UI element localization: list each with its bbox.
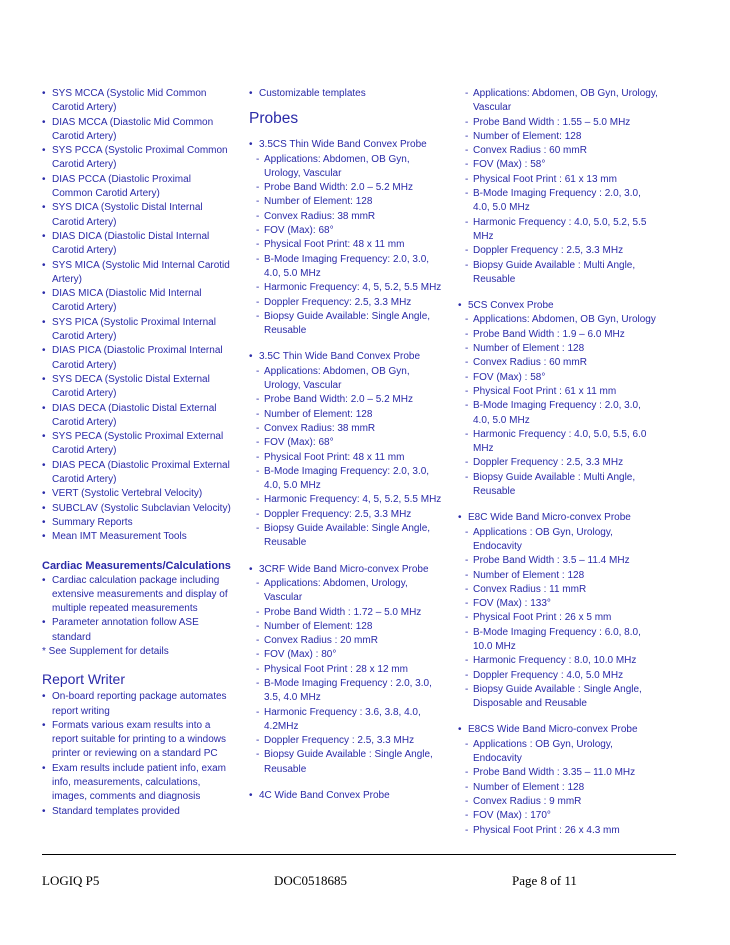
- probe-spec: - Applications: Abdomen, OB Gyn, Urology, Vascular: [458, 87, 658, 116]
- probe-name: • 3CRF Wide Band Micro-convex Probe: [249, 563, 444, 577]
- probe-spec: - Applications : OB Gyn, Urology, Endocavity: [458, 526, 658, 555]
- probe-spec: - Harmonic Frequency : 4.0, 5.0, 5.5, 6.0 MHz: [458, 428, 658, 457]
- probe-spec: - Biopsy Guide Available : Multi Angle, Reusable: [458, 259, 658, 288]
- probe-spec: - Applications: Abdomen, Urology, Vascular: [249, 577, 444, 606]
- probe-spec: - Probe Band Width: 2.0 – 5.2 MHz: [249, 181, 444, 195]
- probe-spec: - Number of Element : 128: [458, 342, 658, 356]
- footer-rule: [42, 854, 676, 855]
- probe-spec-list: [458, 526, 658, 712]
- probe-spec: - FOV (Max) : 58°: [458, 371, 658, 385]
- probe-spec-list: [458, 313, 658, 499]
- probe-spec: - B-Mode Imaging Frequency: 2.0, 3.0, 4.0, 5.0 MHz: [249, 465, 444, 494]
- list-item: • DIAS MICA (Diastolic Mid Internal Carotid Artery): [42, 287, 232, 316]
- probe-spec: - Harmonic Frequency : 4.0, 5.0, 5.2, 5.5 MHz: [458, 216, 658, 245]
- probe-spec: - Biopsy Guide Available : Single Angle, Reusable: [249, 748, 444, 777]
- list-item: • DIAS PCCA (Diastolic Proximal Common Carotid Artery): [42, 173, 232, 202]
- list-item: • VERT (Systolic Vertebral Velocity): [42, 487, 232, 501]
- probe-spec: - Biopsy Guide Available: Single Angle, Reusable: [249, 310, 444, 339]
- cardiac-list: [42, 574, 232, 645]
- list-item: • Formats various exam results into a report suitable for printing to a windows printer or reviewing on a standard PC: [42, 719, 232, 762]
- footer-page-number: Page 8 of 11: [512, 873, 577, 888]
- customizable-templates-item: • Customizable templates: [249, 87, 444, 101]
- probe-spec: - B-Mode Imaging Frequency: 2.0, 3.0, 4.0, 5.0 MHz: [249, 253, 444, 282]
- list-item: • SYS MCCA (Systolic Mid Common Carotid Artery): [42, 87, 232, 116]
- probes-heading: Probes: [249, 110, 299, 128]
- continued-probe-specs: [458, 87, 658, 287]
- left-column: [42, 87, 232, 819]
- probe-spec: - Doppler Frequency : 2.5, 3.3 MHz: [249, 734, 444, 748]
- probe-list: [249, 138, 444, 803]
- probe-spec-list: [458, 738, 658, 838]
- list-item: • DIAS MCCA (Diastolic Mid Common Carotid Artery): [42, 116, 232, 145]
- list-item: • Parameter annotation follow ASE standard: [42, 616, 232, 645]
- list-item: • DIAS PICA (Diastolic Proximal Internal Carotid Artery): [42, 344, 232, 373]
- probe-spec: - Harmonic Frequency : 8.0, 10.0 MHz: [458, 654, 658, 668]
- probe-block: [458, 299, 658, 499]
- footer-doc-number: DOC0518685: [274, 873, 347, 888]
- probe-spec: - Applications: Abdomen, OB Gyn, Urology, Vascular: [249, 365, 444, 394]
- cardiac-heading: Cardiac Measurements/Calculations: [42, 559, 231, 572]
- probe-spec: - Convex Radius : 11 mmR: [458, 583, 658, 597]
- probe-spec: - Number of Element : 128: [458, 569, 658, 583]
- probe-block: [249, 789, 444, 803]
- probe-spec: - Probe Band Width : 3.5 – 11.4 MHz: [458, 554, 658, 568]
- probe-spec: - Convex Radius : 20 mmR: [249, 634, 444, 648]
- footer-product: LOGIQ P5: [42, 873, 100, 888]
- list-item: • SUBCLAV (Systolic Subclavian Velocity): [42, 502, 232, 516]
- probe-spec: - Doppler Frequency : 2.5, 3.3 MHz: [458, 244, 658, 258]
- probe-spec: - Physical Foot Print : 61 x 11 mm: [458, 385, 658, 399]
- probe-spec: - Biopsy Guide Available: Single Angle, Reusable: [249, 522, 444, 551]
- report-list: [42, 690, 232, 819]
- probe-block: [458, 511, 658, 711]
- probe-spec: - Convex Radius: 38 mmR: [249, 422, 444, 436]
- probe-spec: - Applications: Abdomen, OB Gyn, Urology, Vascular: [249, 153, 444, 182]
- probe-spec: - Number of Element: 128: [249, 620, 444, 634]
- probe-spec: - Doppler Frequency: 2.5, 3.3 MHz: [249, 508, 444, 522]
- list-item: • SYS PCCA (Systolic Proximal Common Carotid Artery): [42, 144, 232, 173]
- probe-name: • E8CS Wide Band Micro-convex Probe: [458, 723, 658, 737]
- probe-spec: - Probe Band Width : 3.35 – 11.0 MHz: [458, 766, 658, 780]
- cardiac-note: * See Supplement for details: [42, 645, 169, 657]
- probe-spec: - FOV (Max) : 80°: [249, 648, 444, 662]
- list-item: • SYS PECA (Systolic Proximal External Carotid Artery): [42, 430, 232, 459]
- probe-spec: - Convex Radius: 38 mmR: [249, 210, 444, 224]
- probe-spec: - Physical Foot Print : 61 x 13 mm: [458, 173, 658, 187]
- probe-spec: - Probe Band Width : 1.9 – 6.0 MHz: [458, 328, 658, 342]
- probe-spec: - B-Mode Imaging Frequency : 2.0, 3.0, 4.0, 5.0 MHz: [458, 187, 658, 216]
- probe-spec: - B-Mode Imaging Frequency : 2.0, 3.0, 4.0, 5.0 MHz: [458, 399, 658, 428]
- probe-spec: - Doppler Frequency: 2.5, 3.3 MHz: [249, 296, 444, 310]
- probe-spec: - Physical Foot Print: 48 x 11 mm: [249, 238, 444, 252]
- probe-list: [458, 299, 658, 838]
- probe-spec: - Applications : OB Gyn, Urology, Endocavity: [458, 738, 658, 767]
- probe-spec: - FOV (Max) : 170°: [458, 809, 658, 823]
- list-item: • Mean IMT Measurement Tools: [42, 530, 232, 544]
- probe-spec: - Number of Element: 128: [249, 408, 444, 422]
- probe-block: [249, 138, 444, 338]
- probe-spec-list: [249, 577, 444, 777]
- list-item: • SYS MICA (Systolic Mid Internal Carotid Artery): [42, 259, 232, 288]
- measurement-list: [42, 87, 232, 545]
- list-item: • Standard templates provided: [42, 805, 232, 819]
- list-item: • DIAS PECA (Diastolic Proximal External Carotid Artery): [42, 459, 232, 488]
- probe-spec: - Biopsy Guide Available : Single Angle, Disposable and Reusable: [458, 683, 658, 712]
- probe-name: • 3.5CS Thin Wide Band Convex Probe: [249, 138, 444, 152]
- probe-spec: - FOV (Max): 68°: [249, 224, 444, 238]
- middle-column: [249, 87, 444, 803]
- probe-spec: - B-Mode Imaging Frequency : 6.0, 8.0, 10.0 MHz: [458, 626, 658, 655]
- probe-name: • 5CS Convex Probe: [458, 299, 658, 313]
- probe-spec: - FOV (Max) : 58°: [458, 158, 658, 172]
- probe-spec: - Convex Radius : 60 mmR: [458, 144, 658, 158]
- probe-block: [249, 350, 444, 550]
- list-item: • SYS DECA (Systolic Distal External Carotid Artery): [42, 373, 232, 402]
- probe-spec: - Harmonic Frequency: 4, 5, 5.2, 5.5 MHz: [249, 281, 444, 295]
- probe-spec: - Physical Foot Print : 26 x 4.3 mm: [458, 824, 658, 838]
- probe-spec: - Physical Foot Print: 48 x 11 mm: [249, 451, 444, 465]
- probe-spec-list: [249, 365, 444, 551]
- probe-spec: - Convex Radius : 60 mmR: [458, 356, 658, 370]
- list-item: • Cardiac calculation package including extensive measurements and display of multiple repeated measurements: [42, 574, 232, 617]
- probe-spec: - Convex Radius : 9 mmR: [458, 795, 658, 809]
- list-item: • SYS DICA (Systolic Distal Internal Carotid Artery): [42, 201, 232, 230]
- probe-spec: - Probe Band Width : 1.55 – 5.0 MHz: [458, 116, 658, 130]
- list-item: • On-board reporting package automates report writing: [42, 690, 232, 719]
- probe-block: [249, 563, 444, 777]
- probe-spec: - Number of Element : 128: [458, 781, 658, 795]
- probe-name: • 3.5C Thin Wide Band Convex Probe: [249, 350, 444, 364]
- probe-spec: - Doppler Frequency : 2.5, 3.3 MHz: [458, 456, 658, 470]
- probe-spec: - Probe Band Width: 2.0 – 5.2 MHz: [249, 393, 444, 407]
- probe-spec: - Applications: Abdomen, OB Gyn, Urology: [458, 313, 658, 327]
- list-item: • SYS PICA (Systolic Proximal Internal Carotid Artery): [42, 316, 232, 345]
- probe-block: [458, 723, 658, 837]
- probe-name: • E8C Wide Band Micro-convex Probe: [458, 511, 658, 525]
- probe-spec: - Harmonic Frequency : 3.6, 3.8, 4.0, 4.2MHz: [249, 706, 444, 735]
- probe-spec: - B-Mode Imaging Frequency : 2.0, 3.0, 3.5, 4.0 MHz: [249, 677, 444, 706]
- continued-spec-list: [458, 87, 658, 287]
- list-item: • Exam results include patient info, exam info, measurements, calculations, images, comments and diagnosis: [42, 762, 232, 805]
- probe-spec: - Harmonic Frequency: 4, 5, 5.2, 5.5 MHz: [249, 493, 444, 507]
- probe-spec: - Probe Band Width : 1.72 – 5.0 MHz: [249, 606, 444, 620]
- probe-spec: - Physical Foot Print : 28 x 12 mm: [249, 663, 444, 677]
- right-column: [458, 87, 658, 838]
- probe-spec: - Physical Foot Print : 26 x 5 mm: [458, 611, 658, 625]
- probe-spec-list: [249, 153, 444, 339]
- probe-spec: - FOV (Max): 68°: [249, 436, 444, 450]
- probe-spec: - FOV (Max) : 133°: [458, 597, 658, 611]
- report-writer-heading: Report Writer: [42, 671, 125, 688]
- probe-name: • 4C Wide Band Convex Probe: [249, 789, 444, 803]
- probe-spec: - Number of Element: 128: [458, 130, 658, 144]
- list-item: • DIAS DICA (Diastolic Distal Internal Carotid Artery): [42, 230, 232, 259]
- list-item: • DIAS DECA (Diastolic Distal External Carotid Artery): [42, 402, 232, 431]
- probe-spec: - Biopsy Guide Available : Multi Angle, Reusable: [458, 471, 658, 500]
- list-item: • Summary Reports: [42, 516, 232, 530]
- probe-spec: - Number of Element: 128: [249, 195, 444, 209]
- probe-spec: - Doppler Frequency : 4.0, 5.0 MHz: [458, 669, 658, 683]
